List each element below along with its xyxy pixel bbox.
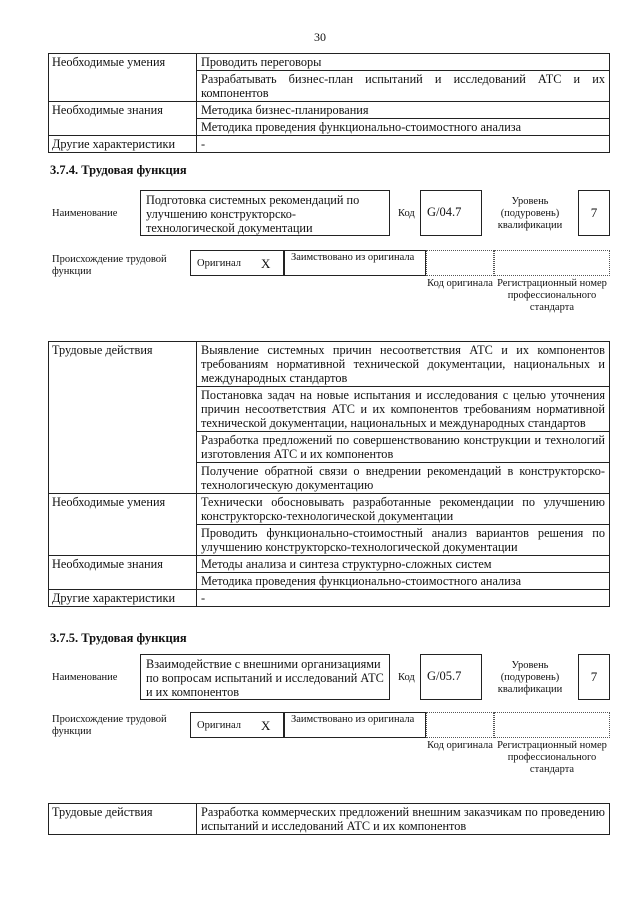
level-label: Уровень (подуровень) квалификации	[497, 660, 563, 695]
function-name: Взаимодействие с внешними организациями по вопросам испытаний и исследований АТС и их компонентов	[146, 657, 384, 699]
function-name-box	[140, 190, 390, 236]
action-item: Постановка задач на новые испытания и исследования с целью уточнения причин несоответствия АТС и их компонентов требованиям нормативной технической документации, национальных и международных стандартов	[197, 387, 610, 432]
code-orig-label: Код оригинала	[427, 278, 493, 289]
function-name: Подготовка системных рекомендаций по улучшению конструкторско-технологической документации	[146, 193, 360, 235]
borrowed-label: Заимствовано из оригинала	[291, 252, 415, 263]
reg-number-cell	[494, 712, 610, 738]
original-mark: X	[261, 718, 271, 733]
code-value: G/04.7	[427, 205, 462, 219]
code-label: Код	[398, 672, 415, 683]
level-box	[578, 190, 610, 236]
label-actions: Трудовые действия	[49, 804, 197, 835]
origin-label: Происхождение трудовой функции	[52, 254, 167, 277]
reg-label: Регистрационный номер профессионального стандарта	[497, 278, 607, 313]
reg-label: Регистрационный номер профессионального стандарта	[497, 740, 607, 775]
label-skills: Необходимые умения	[49, 494, 197, 556]
level-label: Уровень (подуровень) квалификации	[497, 196, 563, 231]
original-cell	[190, 712, 284, 738]
original-label: Оригинал	[197, 258, 241, 269]
knowledge-item: Методика проведения функционально-стоимостного анализа	[197, 119, 610, 136]
action-item: Получение обратной связи о внедрении рекомендаций в конструкторско-технологическую документацию	[197, 463, 610, 494]
skill-item: Разрабатывать бизнес-план испытаний и исследований АТС и их компонентов	[197, 71, 610, 102]
orig-code-cell	[426, 250, 494, 276]
knowledge-item: Методика бизнес-планирования	[197, 102, 610, 119]
level-box	[578, 654, 610, 700]
original-mark: X	[261, 256, 271, 271]
level-value: 7	[590, 205, 598, 220]
knowledge-item: Методы анализа и синтеза структурно-сложных систем	[197, 556, 610, 573]
other-value: -	[197, 136, 610, 153]
label-actions: Трудовые действия	[49, 342, 197, 494]
label-other: Другие характеристики	[49, 590, 197, 607]
skill-item: Проводить функционально-стоимостный анализ вариантов решения по улучшению конструкторско-технологической документации	[197, 525, 610, 556]
function-name-box	[140, 654, 390, 700]
action-item: Выявление системных причин несоответствия АТС и их компонентов требованиям нормативной технической документации, национальных и международных стандартов	[197, 342, 610, 387]
label-knowledge: Необходимые знания	[49, 102, 197, 136]
code-value: G/05.7	[427, 669, 462, 683]
action-item: Разработка коммерческих предложений внешним заказчикам по проведению испытаний и исследований АТС и их компонентов	[197, 804, 610, 835]
code-orig-label: Код оригинала	[427, 740, 493, 751]
section-title-3-7-5: 3.7.5. Трудовая функция	[50, 631, 187, 645]
label-knowledge: Необходимые знания	[49, 556, 197, 590]
code-box	[420, 190, 482, 236]
orig-code-cell	[426, 712, 494, 738]
actions-table-3-7-5	[48, 803, 610, 835]
level-value: 7	[590, 669, 598, 684]
knowledge-item: Методика проведения функционально-стоимостного анализа	[197, 573, 610, 590]
name-label: Наименование	[52, 208, 118, 219]
section-title-3-7-4: 3.7.4. Трудовая функция	[50, 163, 187, 177]
code-box	[420, 654, 482, 700]
code-label: Код	[398, 208, 415, 219]
original-cell	[190, 250, 284, 276]
origin-label: Происхождение трудовой функции	[52, 714, 167, 737]
label-other: Другие характеристики	[49, 136, 197, 153]
label-skills: Необходимые умения	[49, 54, 197, 102]
other-value: -	[197, 590, 610, 607]
name-label: Наименование	[52, 672, 118, 683]
borrowed-cell	[284, 712, 426, 738]
skill-item: Проводить переговоры	[197, 54, 610, 71]
borrowed-cell	[284, 250, 426, 276]
skill-item: Технически обосновывать разработанные рекомендации по улучшению конструкторско-технологической документации	[197, 494, 610, 525]
function-details-table	[48, 341, 610, 607]
borrowed-label: Заимствовано из оригинала	[291, 714, 415, 725]
reg-number-cell	[494, 250, 610, 276]
action-item: Разработка предложений по совершенствованию конструкции и технологий изготовления АТС и их компонентов	[197, 432, 610, 463]
original-label: Оригинал	[197, 720, 241, 731]
skills-knowledge-table-1	[48, 53, 610, 153]
page-number: 30	[314, 30, 326, 44]
